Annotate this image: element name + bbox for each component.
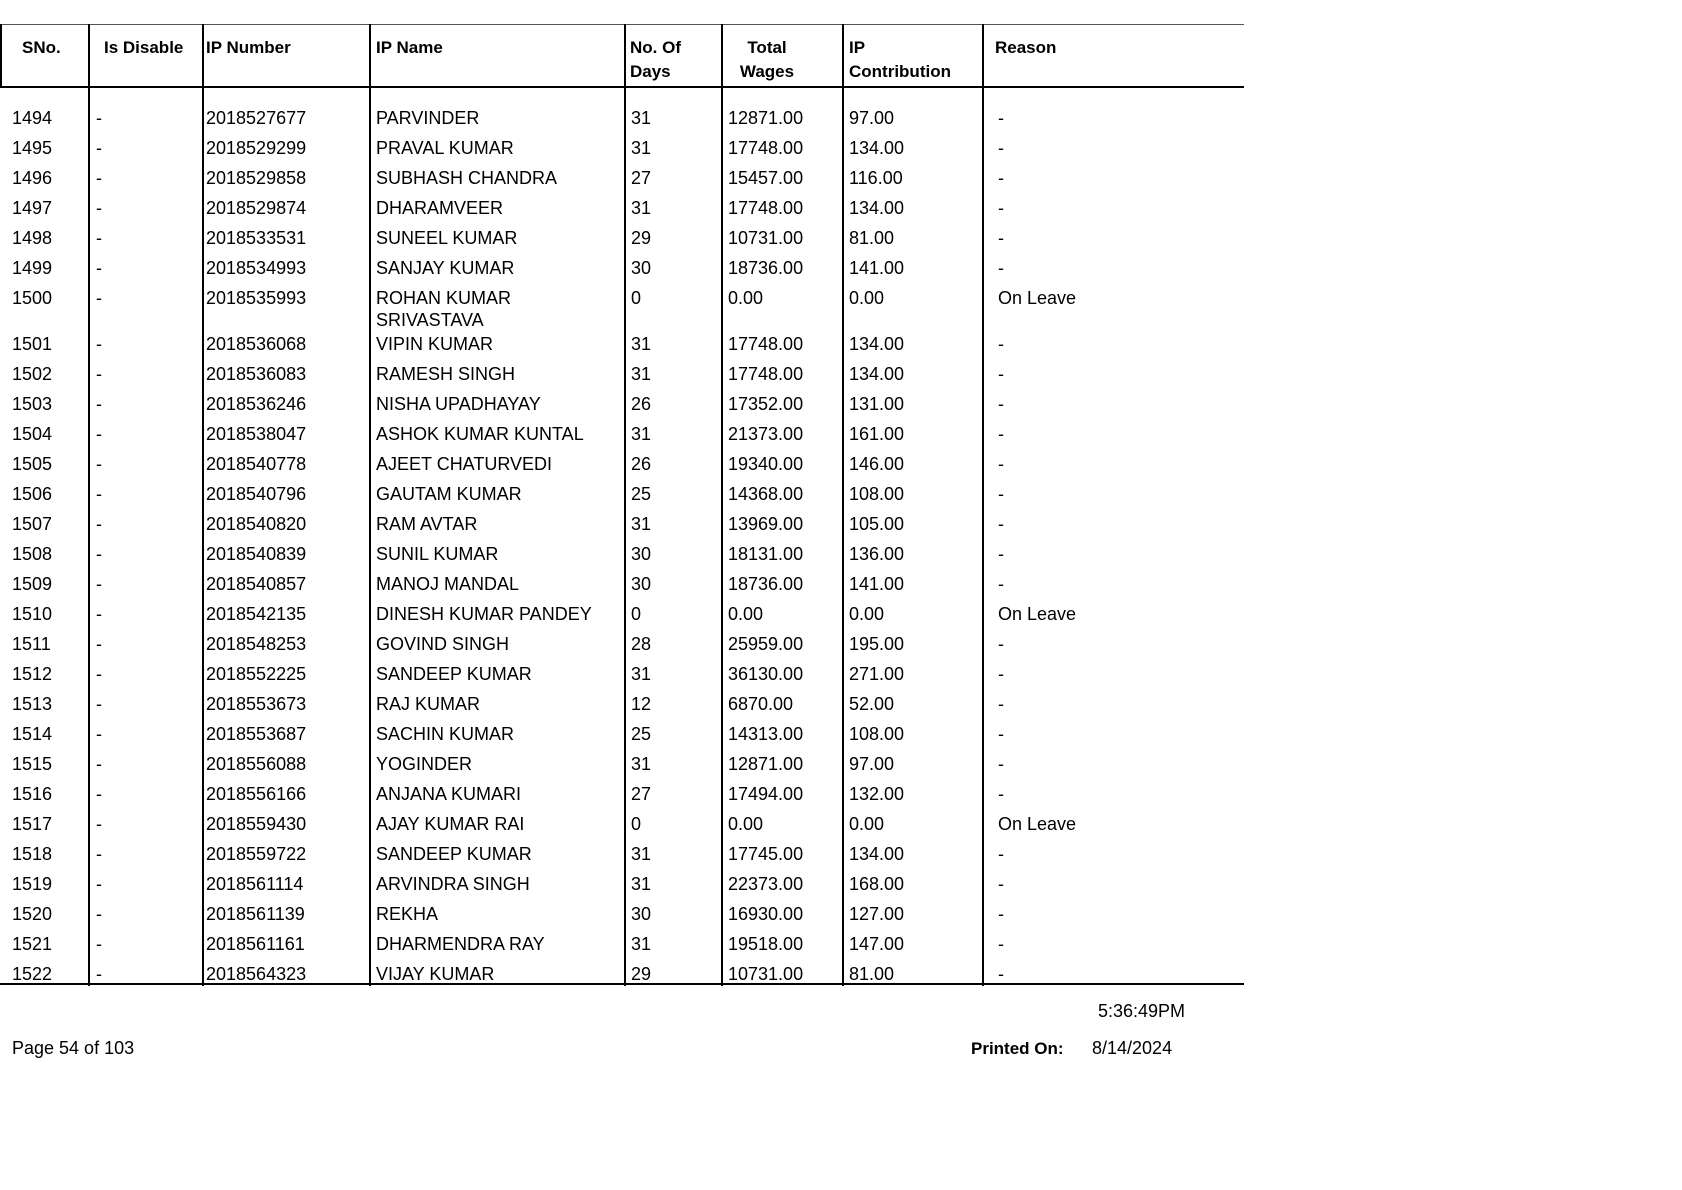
cell-reason: On Leave: [998, 288, 1077, 308]
cell-ip-number: 2018564323: [206, 964, 307, 984]
cell-ip-contribution: 134.00: [849, 138, 905, 158]
cell-ip-number: 2018559722: [206, 844, 307, 864]
table-row: [0, 227, 1244, 257]
cell-sno: 1494: [12, 108, 53, 128]
cell-ip-name: GAUTAM KUMAR: [376, 484, 522, 504]
cell-total-wages: 17748.00: [728, 364, 804, 384]
cell-is-disable: -: [96, 288, 102, 308]
cell-ip-number: 2018534993: [206, 258, 307, 278]
cell-reason: -: [998, 844, 1004, 864]
cell-total-wages: 17352.00: [728, 394, 804, 414]
cell-is-disable: -: [96, 664, 102, 684]
cell-sno: 1497: [12, 198, 53, 218]
cell-sno: 1515: [12, 754, 53, 774]
cell-reason: -: [998, 424, 1004, 444]
cell-ip-contribution: 81.00: [849, 228, 895, 248]
table-row: [0, 513, 1244, 543]
cell-is-disable: -: [96, 604, 102, 624]
cell-ip-name: VIPIN KUMAR: [376, 334, 494, 354]
table-row: [0, 903, 1244, 933]
cell-is-disable: -: [96, 724, 102, 744]
cell-sno: 1514: [12, 724, 53, 744]
cell-is-disable: -: [96, 228, 102, 248]
cell-sno: 1506: [12, 484, 53, 504]
cell-sno: 1509: [12, 574, 53, 594]
cell-reason: -: [998, 754, 1004, 774]
cell-is-disable: -: [96, 814, 102, 834]
header-sno: SNo.: [22, 38, 61, 57]
cell-sno: 1507: [12, 514, 53, 534]
cell-is-disable: -: [96, 634, 102, 654]
cell-sno: 1517: [12, 814, 53, 834]
cell-reason: -: [998, 694, 1004, 714]
cell-reason: -: [998, 544, 1004, 564]
table-row: [0, 167, 1244, 197]
cell-ip-name: ANJANA KUMARI: [376, 784, 522, 804]
cell-total-wages: 17745.00: [728, 844, 804, 864]
cell-total-wages: 16930.00: [728, 904, 804, 924]
cell-ip-contribution: 132.00: [849, 784, 905, 804]
cell-ip-contribution: 136.00: [849, 544, 905, 564]
cell-ip-number: 2018556088: [206, 754, 307, 774]
cell-reason: -: [998, 138, 1004, 158]
table-row: [0, 933, 1244, 963]
cell-total-wages: 22373.00: [728, 874, 804, 894]
cell-ip-name: SUBHASH CHANDRA: [376, 168, 558, 188]
table-row: [0, 783, 1244, 813]
cell-reason: -: [998, 454, 1004, 474]
cell-sno: 1495: [12, 138, 53, 158]
cell-is-disable: -: [96, 138, 102, 158]
cell-ip-contribution: 141.00: [849, 574, 905, 594]
cell-reason: -: [998, 574, 1004, 594]
contribution-table: [0, 24, 1244, 986]
cell-is-disable: -: [96, 964, 102, 984]
cell-total-wages: 0.00: [728, 814, 764, 834]
cell-total-wages: 0.00: [728, 604, 764, 624]
table-row: [0, 663, 1244, 693]
cell-reason: -: [998, 394, 1004, 414]
cell-is-disable: -: [96, 844, 102, 864]
cell-ip-name: SANDEEP KUMAR: [376, 844, 532, 864]
cell-ip-number: 2018542135: [206, 604, 307, 624]
cell-ip-contribution: 105.00: [849, 514, 905, 534]
cell-no-of-days: 31: [631, 364, 652, 384]
header-is-disable: Is Disable: [104, 38, 184, 57]
cell-no-of-days: 31: [631, 198, 652, 218]
cell-reason: -: [998, 874, 1004, 894]
cell-ip-name: RAJ KUMAR: [376, 694, 481, 714]
cell-total-wages: 18736.00: [728, 574, 804, 594]
cell-ip-name: DINESH KUMAR PANDEY: [376, 604, 592, 624]
table-row: [0, 137, 1244, 167]
cell-ip-name: SANDEEP KUMAR: [376, 664, 532, 684]
cell-ip-name: RAM AVTAR: [376, 514, 478, 534]
cell-ip-name: GOVIND SINGH: [376, 634, 510, 654]
cell-is-disable: -: [96, 258, 102, 278]
cell-ip-name: VIJAY KUMAR: [376, 964, 495, 984]
cell-total-wages: 36130.00: [728, 664, 804, 684]
cell-no-of-days: 27: [631, 168, 652, 188]
cell-ip-number: 2018529858: [206, 168, 307, 188]
cell-ip-contribution: 141.00: [849, 258, 905, 278]
cell-ip-contribution: 108.00: [849, 724, 905, 744]
cell-ip-number: 2018536083: [206, 364, 307, 384]
cell-is-disable: -: [96, 364, 102, 384]
cell-reason: -: [998, 108, 1004, 128]
cell-total-wages: 12871.00: [728, 754, 804, 774]
cell-ip-contribution: 134.00: [849, 198, 905, 218]
table-row: [0, 633, 1244, 663]
cell-ip-number: 2018527677: [206, 108, 307, 128]
cell-total-wages: 14313.00: [728, 724, 804, 744]
cell-reason: -: [998, 964, 1004, 984]
cell-total-wages: 17748.00: [728, 138, 804, 158]
header-bottom-rule: [0, 86, 1244, 88]
cell-sno: 1522: [12, 964, 53, 984]
cell-ip-name: YOGINDER: [376, 754, 473, 774]
cell-ip-name: AJAY KUMAR RAI: [376, 814, 525, 834]
cell-ip-contribution: 0.00: [849, 814, 885, 834]
header-ip-number: IP Number: [206, 38, 291, 57]
cell-ip-contribution: 168.00: [849, 874, 905, 894]
cell-ip-contribution: 131.00: [849, 394, 905, 414]
cell-is-disable: -: [96, 544, 102, 564]
cell-no-of-days: 31: [631, 754, 652, 774]
table-row: [0, 873, 1244, 903]
cell-total-wages: 18131.00: [728, 544, 804, 564]
cell-reason: -: [998, 334, 1004, 354]
table-row: [0, 483, 1244, 513]
cell-reason: -: [998, 198, 1004, 218]
cell-sno: 1499: [12, 258, 53, 278]
cell-ip-number: 2018536246: [206, 394, 307, 414]
cell-total-wages: 17494.00: [728, 784, 804, 804]
cell-reason: On Leave: [998, 604, 1077, 624]
cell-no-of-days: 31: [631, 334, 652, 354]
table-row: [0, 453, 1244, 483]
table-row: [0, 333, 1244, 363]
cell-no-of-days: 31: [631, 514, 652, 534]
cell-ip-number: 2018529874: [206, 198, 307, 218]
cell-reason: -: [998, 228, 1004, 248]
cell-no-of-days: 29: [631, 964, 652, 984]
cell-ip-contribution: 116.00: [849, 168, 903, 188]
table-row: [0, 543, 1244, 573]
cell-ip-contribution: 134.00: [849, 334, 905, 354]
cell-ip-contribution: 147.00: [849, 934, 905, 954]
cell-ip-contribution: 134.00: [849, 844, 905, 864]
cell-is-disable: -: [96, 484, 102, 504]
cell-is-disable: -: [96, 934, 102, 954]
cell-ip-contribution: 195.00: [849, 634, 905, 654]
cell-no-of-days: 26: [631, 454, 652, 474]
cell-ip-number: 2018533531: [206, 228, 307, 248]
cell-ip-number: 2018561114: [206, 874, 304, 894]
cell-sno: 1500: [12, 288, 53, 308]
cell-is-disable: -: [96, 334, 102, 354]
cell-ip-contribution: 146.00: [849, 454, 905, 474]
cell-no-of-days: 30: [631, 904, 652, 924]
cell-ip-name: SUNEEL KUMAR: [376, 228, 518, 248]
cell-sno: 1498: [12, 228, 53, 248]
cell-sno: 1504: [12, 424, 53, 444]
cell-ip-name: AJEET CHATURVEDI: [376, 454, 553, 474]
cell-sno: 1520: [12, 904, 53, 924]
cell-reason: -: [998, 784, 1004, 804]
cell-total-wages: 0.00: [728, 288, 764, 308]
cell-total-wages: 17748.00: [728, 334, 804, 354]
cell-sno: 1505: [12, 454, 53, 474]
table-row: [0, 693, 1244, 723]
cell-total-wages: 25959.00: [728, 634, 804, 654]
header-ip-name: IP Name: [376, 38, 443, 57]
table-row: [0, 197, 1244, 227]
printed-time: 5:36:49PM: [1098, 1001, 1186, 1021]
cell-no-of-days: 0: [631, 288, 642, 308]
cell-ip-name: ROHAN KUMAR SRIVASTAVA: [376, 288, 512, 330]
page-indicator: Page 54 of 103: [12, 1038, 135, 1058]
cell-reason: -: [998, 664, 1004, 684]
cell-total-wages: 15457.00: [728, 168, 804, 188]
cell-no-of-days: 0: [631, 604, 642, 624]
table-row: [0, 107, 1244, 137]
table-top-rule: [0, 24, 1244, 25]
cell-ip-name: NISHA UPADHAYAY: [376, 394, 541, 414]
cell-no-of-days: 26: [631, 394, 652, 414]
cell-ip-name: ARVINDRA SINGH: [376, 874, 530, 894]
cell-no-of-days: 25: [631, 484, 652, 504]
table-row: [0, 723, 1244, 753]
cell-total-wages: 18736.00: [728, 258, 804, 278]
table-row: [0, 573, 1244, 603]
cell-ip-name: SUNIL KUMAR: [376, 544, 499, 564]
cell-ip-number: 2018538047: [206, 424, 307, 444]
cell-is-disable: -: [96, 108, 102, 128]
cell-sno: 1503: [12, 394, 53, 414]
cell-is-disable: -: [96, 694, 102, 714]
cell-ip-contribution: 161.00: [849, 424, 905, 444]
cell-sno: 1512: [12, 664, 53, 684]
cell-ip-contribution: 134.00: [849, 364, 905, 384]
cell-ip-contribution: 127.00: [849, 904, 905, 924]
cell-no-of-days: 25: [631, 724, 652, 744]
cell-ip-number: 2018540839: [206, 544, 307, 564]
cell-is-disable: -: [96, 574, 102, 594]
table-row: [0, 753, 1244, 783]
cell-total-wages: 17748.00: [728, 198, 804, 218]
cell-is-disable: -: [96, 904, 102, 924]
cell-reason: -: [998, 904, 1004, 924]
cell-no-of-days: 29: [631, 228, 652, 248]
cell-no-of-days: 27: [631, 784, 652, 804]
cell-total-wages: 6870.00: [728, 694, 794, 714]
cell-total-wages: 19340.00: [728, 454, 804, 474]
cell-ip-name: MANOJ MANDAL: [376, 574, 520, 594]
cell-reason: -: [998, 634, 1004, 654]
cell-reason: -: [998, 934, 1004, 954]
cell-ip-name: ASHOK KUMAR KUNTAL: [376, 424, 584, 444]
cell-no-of-days: 31: [631, 138, 652, 158]
cell-is-disable: -: [96, 198, 102, 218]
cell-ip-number: 2018559430: [206, 814, 307, 834]
cell-ip-number: 2018561139: [206, 904, 305, 924]
cell-total-wages: 13969.00: [728, 514, 804, 534]
cell-ip-number: 2018540820: [206, 514, 307, 534]
cell-total-wages: 14368.00: [728, 484, 804, 504]
table-row: [0, 363, 1244, 393]
cell-is-disable: -: [96, 514, 102, 534]
cell-ip-number: 2018561161: [206, 934, 305, 954]
cell-ip-number: 2018553687: [206, 724, 307, 744]
cell-no-of-days: 31: [631, 934, 652, 954]
cell-ip-contribution: 52.00: [849, 694, 895, 714]
cell-reason: -: [998, 364, 1004, 384]
cell-ip-number: 2018553673: [206, 694, 307, 714]
cell-ip-contribution: 0.00: [849, 604, 885, 624]
cell-no-of-days: 30: [631, 574, 652, 594]
cell-sno: 1518: [12, 844, 53, 864]
cell-total-wages: 10731.00: [728, 964, 804, 984]
cell-ip-contribution: 271.00: [849, 664, 905, 684]
header-reason: Reason: [995, 38, 1057, 57]
cell-ip-name: DHARMENDRA RAY: [376, 934, 545, 954]
cell-is-disable: -: [96, 394, 102, 414]
cell-sno: 1510: [12, 604, 53, 624]
cell-reason: -: [998, 484, 1004, 504]
cell-reason: -: [998, 168, 1004, 188]
cell-reason: -: [998, 258, 1004, 278]
header-total-wages: Total Wages: [739, 38, 795, 81]
printed-on-label: Printed On:: [971, 1039, 1064, 1058]
table-row: [0, 843, 1244, 873]
table-row: [0, 813, 1244, 843]
table-row: [0, 423, 1244, 453]
table-row: [0, 287, 1244, 330]
cell-ip-name: PARVINDER: [376, 108, 480, 128]
cell-reason: On Leave: [998, 814, 1077, 834]
header-no-of-days: No. Of Days: [630, 38, 681, 81]
cell-ip-number: 2018548253: [206, 634, 307, 654]
cell-is-disable: -: [96, 424, 102, 444]
header-ip-contribution: IP Contribution: [849, 38, 951, 81]
cell-reason: -: [998, 724, 1004, 744]
cell-total-wages: 12871.00: [728, 108, 804, 128]
cell-sno: 1508: [12, 544, 53, 564]
cell-no-of-days: 30: [631, 544, 652, 564]
cell-ip-contribution: 0.00: [849, 288, 885, 308]
cell-ip-contribution: 81.00: [849, 964, 895, 984]
cell-total-wages: 10731.00: [728, 228, 804, 248]
cell-is-disable: -: [96, 754, 102, 774]
cell-ip-number: 2018529299: [206, 138, 307, 158]
cell-no-of-days: 31: [631, 664, 652, 684]
cell-is-disable: -: [96, 454, 102, 474]
cell-ip-contribution: 97.00: [849, 108, 895, 128]
cell-sno: 1502: [12, 364, 53, 384]
table-row: [0, 963, 1244, 993]
cell-sno: 1513: [12, 694, 53, 714]
cell-is-disable: -: [96, 874, 102, 894]
cell-no-of-days: 12: [631, 694, 652, 714]
column-divider: [0, 24, 2, 88]
cell-sno: 1519: [12, 874, 53, 894]
cell-ip-number: 2018535993: [206, 288, 307, 308]
cell-is-disable: -: [96, 784, 102, 804]
cell-ip-name: REKHA: [376, 904, 439, 924]
printed-date: 8/14/2024: [1092, 1038, 1173, 1058]
cell-is-disable: -: [96, 168, 102, 188]
cell-no-of-days: 28: [631, 634, 652, 654]
cell-ip-name: SACHIN KUMAR: [376, 724, 515, 744]
cell-no-of-days: 0: [631, 814, 642, 834]
cell-ip-contribution: 108.00: [849, 484, 905, 504]
cell-ip-name: DHARAMVEER: [376, 198, 504, 218]
cell-ip-name: PRAVAL KUMAR: [376, 138, 514, 158]
cell-ip-contribution: 97.00: [849, 754, 895, 774]
cell-ip-name: RAMESH SINGH: [376, 364, 516, 384]
cell-total-wages: 21373.00: [728, 424, 804, 444]
cell-sno: 1521: [12, 934, 53, 954]
cell-no-of-days: 31: [631, 108, 652, 128]
cell-no-of-days: 31: [631, 424, 652, 444]
cell-ip-number: 2018556166: [206, 784, 307, 804]
cell-no-of-days: 31: [631, 844, 652, 864]
cell-ip-number: 2018540796: [206, 484, 307, 504]
cell-reason: -: [998, 514, 1004, 534]
cell-ip-name: SANJAY KUMAR: [376, 258, 515, 278]
cell-sno: 1516: [12, 784, 53, 804]
cell-sno: 1511: [12, 634, 51, 654]
cell-ip-number: 2018540857: [206, 574, 307, 594]
cell-ip-number: 2018536068: [206, 334, 307, 354]
cell-ip-number: 2018552225: [206, 664, 307, 684]
cell-no-of-days: 31: [631, 874, 652, 894]
cell-ip-number: 2018540778: [206, 454, 307, 474]
table-row: [0, 257, 1244, 287]
cell-total-wages: 19518.00: [728, 934, 804, 954]
cell-sno: 1501: [12, 334, 53, 354]
cell-sno: 1496: [12, 168, 53, 188]
table-row: [0, 393, 1244, 423]
table-row: [0, 603, 1244, 633]
cell-no-of-days: 30: [631, 258, 652, 278]
